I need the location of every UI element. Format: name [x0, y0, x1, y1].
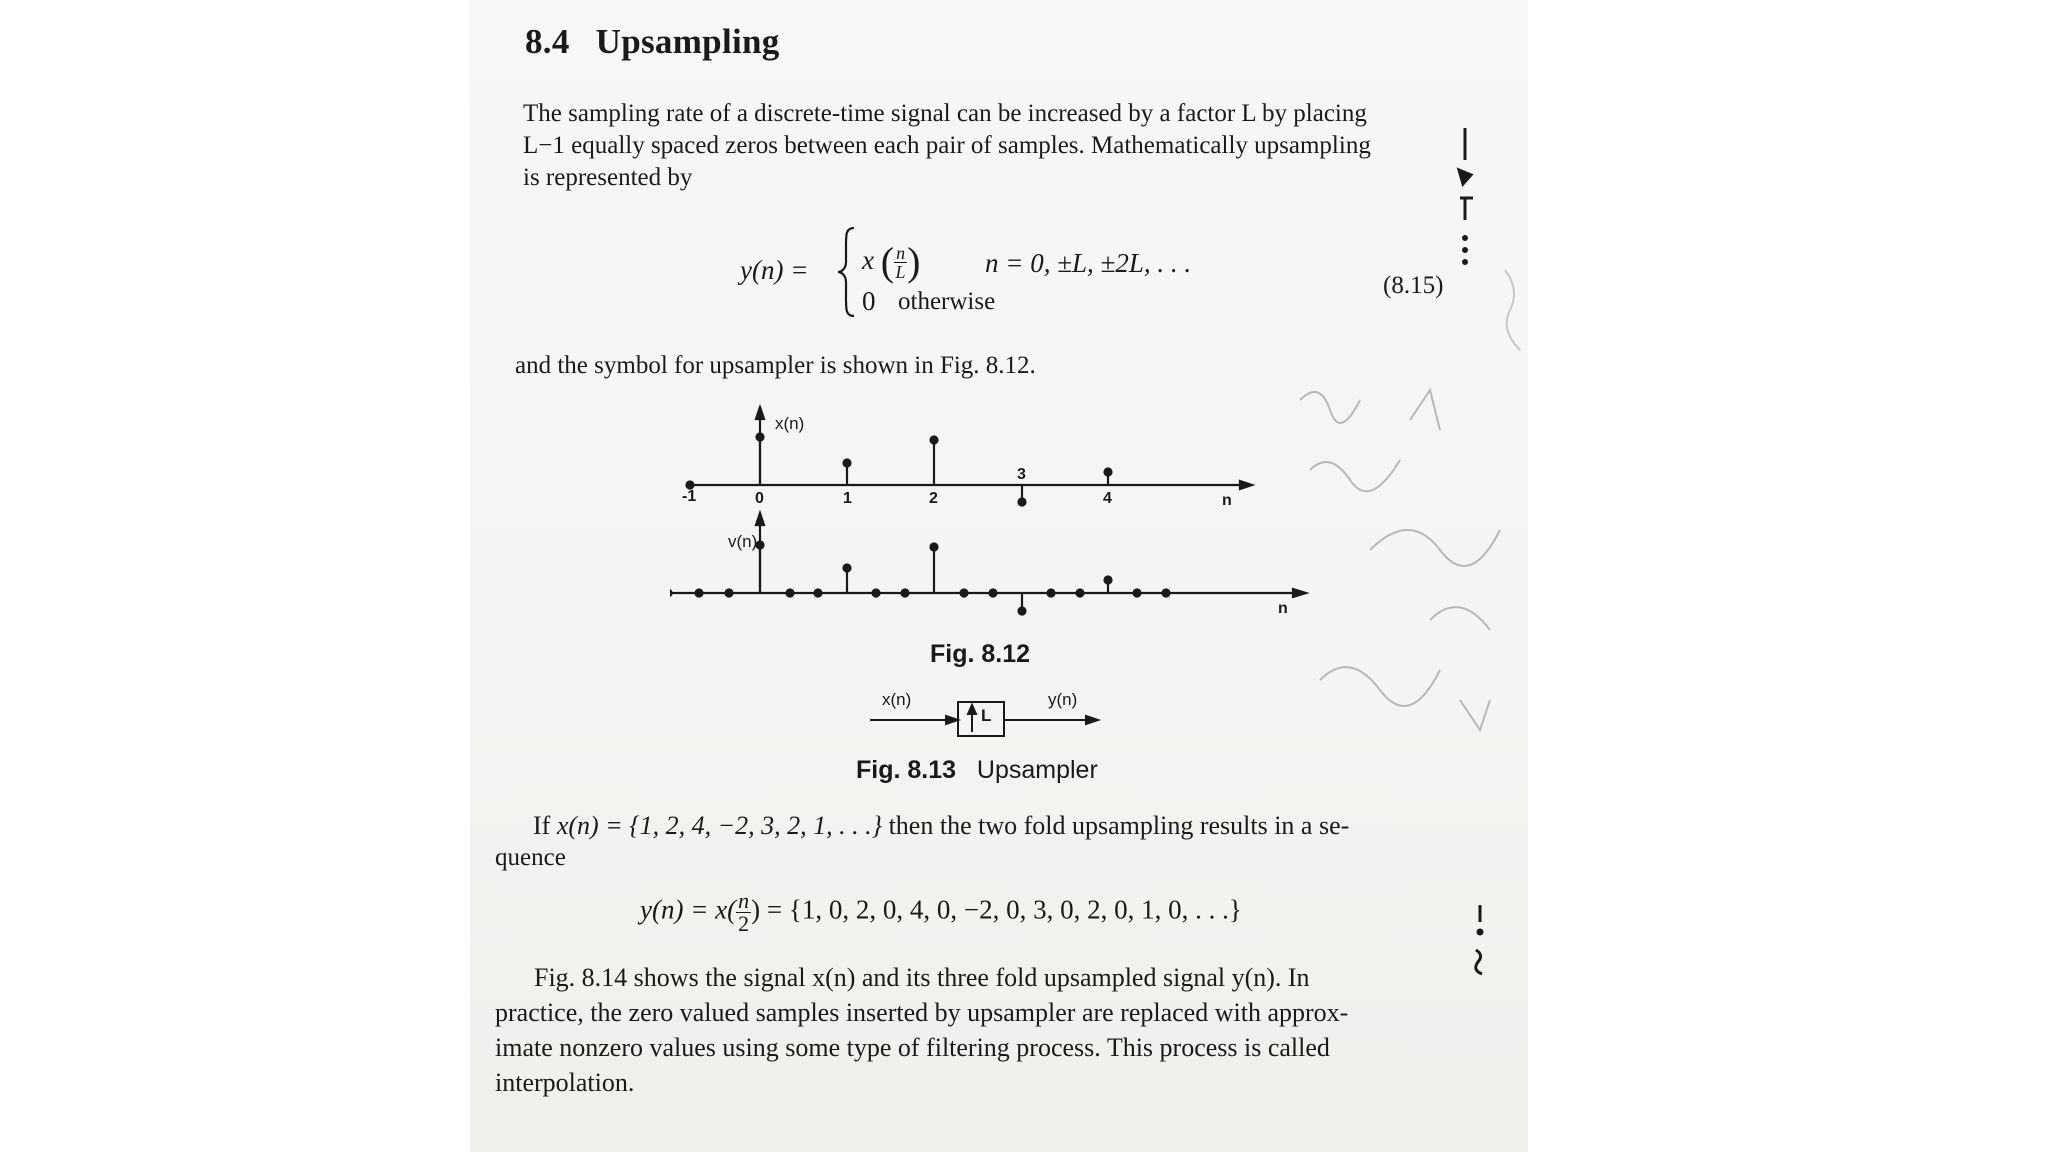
- margin-faint-scribble: [1500, 260, 1540, 360]
- tick-2: 2: [929, 490, 938, 507]
- block-input-label: x(n): [882, 690, 912, 709]
- closing-line-4: interpolation.: [495, 1068, 635, 1097]
- vn-stem-0: [757, 542, 764, 549]
- input-arrow-icon: [946, 716, 958, 724]
- eq-frac-num: n: [738, 888, 750, 913]
- vn-stem-4: [1105, 577, 1112, 584]
- example-x-sequence: x(n) = {1, 2, 4, −2, 3, 2, 1, . . .}: [556, 811, 883, 840]
- block-symbol-label: L: [981, 706, 992, 725]
- xn-vertical-arrow-icon: [756, 407, 764, 419]
- vn-stem-3: [1019, 608, 1026, 615]
- tick-1: 1: [843, 490, 852, 507]
- eq-frac-den: 2: [738, 911, 750, 936]
- tick-minus1: -1: [682, 488, 697, 505]
- case1-frac-den: L: [895, 262, 906, 283]
- closing-line-1: Fig. 8.14 shows the signal x(n) and its three fold upsampled signal y(n). In: [534, 963, 1310, 992]
- fig-8-12-caption: Fig. 8.12: [930, 640, 1031, 668]
- intro-line-3: is represented by: [523, 164, 693, 191]
- case1-condition: n = 0, ±L, ±2L, . . .: [985, 248, 1192, 278]
- tick-4: 4: [1103, 490, 1112, 507]
- xn-axis-arrow-icon: [1240, 481, 1252, 489]
- vn-stem-2: [931, 544, 938, 551]
- equation-number: (8.15): [1383, 272, 1444, 299]
- section-title: Upsampling: [595, 22, 780, 61]
- block-output-label: y(n): [1048, 690, 1078, 709]
- upsampled-equation: y(n) = x( $\frac{n}{2}$ ) = {1, 0, 2, 0, 4, 0, −2, 0, 3, 0, 2, 0, 1, 0, . . .}: [640, 888, 1242, 936]
- margin-pen-marks: [1455, 120, 1515, 280]
- book-page: [470, 0, 1528, 1152]
- symbol-sentence: and the symbol for upsampler is shown in Fig. 8.12.: [515, 352, 1036, 379]
- xn-stem-0: [757, 434, 764, 441]
- figure-8-13-block-diagram: [870, 690, 1190, 740]
- vn-axis-n-label: n: [1278, 600, 1288, 617]
- xn-stem-3: [1019, 499, 1026, 506]
- section-heading: [525, 22, 780, 62]
- margin-pen-marks-lower: [1468, 900, 1498, 980]
- vn-label: v(n): [728, 532, 758, 551]
- xn-stem-4: [1105, 469, 1112, 476]
- fig-8-13-caption-text: Upsampler: [976, 756, 1098, 784]
- left-brace-icon: [836, 226, 858, 318]
- equation-lhs: y(n) =: [740, 255, 809, 285]
- example-line-2: quence: [495, 844, 566, 871]
- vn-vertical-arrow-icon: [756, 513, 764, 525]
- case1-frac-num: n: [896, 243, 906, 264]
- case2-condition: otherwise: [898, 288, 996, 315]
- tick-3: 3: [1017, 466, 1026, 483]
- section-number: 8.4: [525, 22, 570, 61]
- vn-stem-1: [844, 565, 851, 572]
- xn-label: x(n): [775, 414, 805, 433]
- example-line-1: If x(n) = {1, 2, 4, −2, 3, 2, 1, . . .} then the two fold upsampling results in a se-: [533, 811, 1350, 840]
- xn-stem-2: [931, 437, 938, 444]
- case2-expr: 0: [862, 286, 876, 316]
- tick-0: 0: [755, 490, 764, 507]
- closing-line-3: imate nonzero values using some type of filtering process. This process is called: [495, 1033, 1330, 1062]
- xn-axis-n-label: n: [1222, 492, 1232, 509]
- intro-line-2: L−1 equally spaced zeros between each pair of samples. Mathematically upsampling: [523, 132, 1371, 159]
- output-arrow-icon: [1086, 716, 1098, 724]
- up-arrow-icon: [968, 705, 976, 714]
- fig-8-13-caption: [856, 756, 1098, 785]
- intro-line-1: The sampling rate of a discrete-time signal can be increased by a factor L by placing: [523, 100, 1367, 127]
- xn-stem-1: [844, 460, 851, 467]
- fig-8-13-caption-number: Fig. 8.13: [856, 756, 957, 784]
- closing-line-2: practice, the zero valued samples inserted by upsampler are replaced with approx-: [495, 998, 1349, 1027]
- equation-case-1: x ( $\frac{n}{L}$ ): [862, 239, 921, 284]
- case1-expr: x: [862, 245, 874, 275]
- margin-handwriting-scribbles: [1290, 380, 1520, 780]
- figure-8-12-stem-plots: [670, 405, 1310, 630]
